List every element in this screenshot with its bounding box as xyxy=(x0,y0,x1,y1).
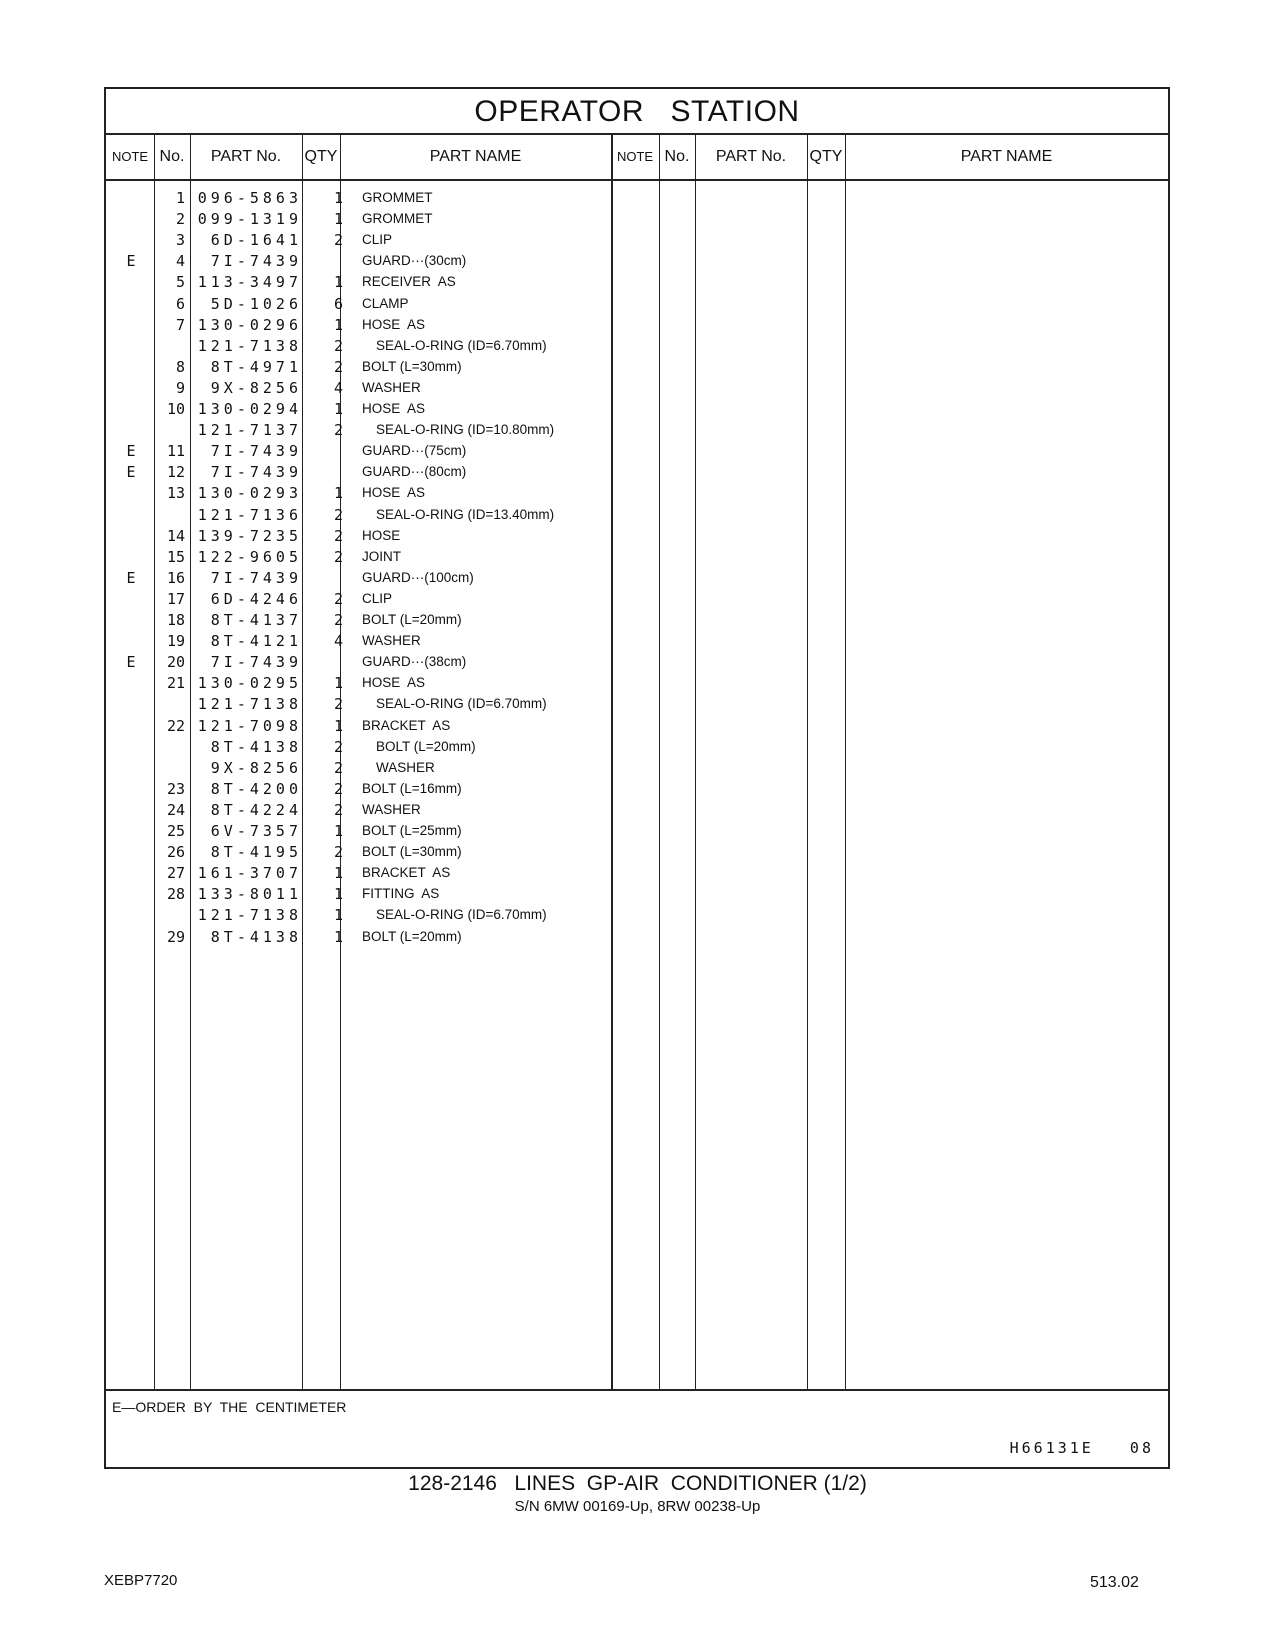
row-quantity: 2 xyxy=(333,336,343,355)
row-part-name: CLAMP xyxy=(362,295,409,311)
row-quantity: 2 xyxy=(333,526,343,545)
header-part-no-right: PART No. xyxy=(715,148,787,165)
row-part-name: BOLT (L=20mm) xyxy=(362,928,462,944)
page-number: 513.02 xyxy=(1090,1574,1139,1591)
row-item-number: 11 xyxy=(166,442,185,461)
row-quantity: 2 xyxy=(333,611,343,629)
row-quantity: 2 xyxy=(333,737,343,756)
table-row xyxy=(106,208,636,230)
row-item-number: 12 xyxy=(166,463,185,482)
row-item-number: 21 xyxy=(166,674,185,693)
header-no-left: No. xyxy=(159,148,185,165)
table-row xyxy=(106,229,636,251)
row-part-name: GROMMET xyxy=(362,211,433,227)
row-part-name: SEAL-O-RING (ID=6.70mm) xyxy=(376,907,547,923)
table-row xyxy=(106,440,636,462)
table-row xyxy=(106,778,636,800)
row-part-number: 121-7138 xyxy=(197,336,302,355)
row-part-name: BOLT (L=30mm) xyxy=(362,844,462,860)
row-part-number: 8T-4138 xyxy=(210,737,302,756)
row-item-number xyxy=(156,504,185,526)
row-part-number: 8T-4121 xyxy=(210,632,302,651)
table-row xyxy=(106,588,636,610)
row-part-number: 9X-8256 xyxy=(210,378,302,397)
row-part-number: 7I-7439 xyxy=(210,653,302,672)
row-item-number: 17 xyxy=(166,589,185,608)
row-note xyxy=(106,736,156,758)
row-item-number: 16 xyxy=(166,568,185,587)
row-item-number: 8 xyxy=(175,357,185,376)
row-item-number: 28 xyxy=(166,885,185,904)
row-part-number: 130-0295 xyxy=(197,674,302,693)
row-quantity: 1 xyxy=(333,210,343,229)
row-part-name: WASHER xyxy=(362,801,421,817)
row-item-number: 19 xyxy=(166,632,185,651)
row-item-number xyxy=(156,419,185,441)
table-row xyxy=(106,799,636,821)
row-note xyxy=(106,778,156,800)
footnote: E—ORDER BY THE CENTIMETER xyxy=(112,1399,347,1415)
row-quantity: 1 xyxy=(333,885,343,904)
table-header xyxy=(106,135,1168,181)
row-note: E xyxy=(126,442,136,461)
row-quantity: 2 xyxy=(333,779,343,798)
header-part-name-left: PART NAME xyxy=(429,148,522,165)
row-part-name: GROMMET xyxy=(362,190,433,205)
row-note xyxy=(106,672,156,694)
row-part-number: 6D-1641 xyxy=(210,231,302,250)
row-part-number: 121-7138 xyxy=(197,906,302,925)
row-item-number xyxy=(156,757,185,779)
row-quantity: 2 xyxy=(333,231,343,250)
row-part-name: BOLT (L=30mm) xyxy=(362,358,462,374)
row-note xyxy=(106,926,156,948)
row-note xyxy=(106,630,156,652)
row-part-number: 8T-4971 xyxy=(210,357,302,376)
row-part-name: WASHER xyxy=(362,379,421,395)
row-note xyxy=(106,904,156,926)
parts-list-frame xyxy=(104,87,1170,1469)
row-part-number: 122-9605 xyxy=(197,547,302,566)
row-note xyxy=(106,504,156,526)
row-item-number: 27 xyxy=(166,864,185,883)
row-item-number: 13 xyxy=(166,484,185,503)
table-row xyxy=(106,398,636,420)
row-quantity: 1 xyxy=(333,273,343,292)
row-item-number: 22 xyxy=(166,716,185,735)
table-row xyxy=(106,693,636,715)
row-note xyxy=(106,841,156,863)
row-part-name: CLIP xyxy=(362,232,393,248)
row-note xyxy=(106,377,156,399)
row-note xyxy=(106,693,156,715)
row-quantity: 4 xyxy=(333,632,343,651)
row-part-number: 8T-4195 xyxy=(210,843,302,862)
row-part-name: JOINT xyxy=(362,548,401,564)
row-quantity: 2 xyxy=(333,421,343,440)
row-quantity: 6 xyxy=(333,294,343,313)
footer-divider xyxy=(106,1389,1168,1391)
row-note xyxy=(106,187,156,209)
row-part-name: BRACKET AS xyxy=(362,865,451,881)
row-note: E xyxy=(126,568,136,587)
table-row xyxy=(106,419,636,441)
row-note: E xyxy=(126,653,136,672)
header-qty-left: QTY xyxy=(304,148,338,165)
row-part-name: BOLT (L=25mm) xyxy=(362,823,462,838)
table-row xyxy=(106,841,636,863)
table-row xyxy=(106,482,636,504)
row-note xyxy=(106,356,156,378)
row-item-number: 29 xyxy=(166,927,185,946)
header-part-no-left: PART No. xyxy=(210,148,282,165)
row-part-name: HOSE AS xyxy=(362,316,426,332)
row-part-number: 161-3707 xyxy=(197,864,302,883)
row-note xyxy=(106,314,156,336)
row-note xyxy=(106,609,156,631)
row-quantity xyxy=(312,440,343,462)
row-item-number xyxy=(156,736,185,758)
row-part-number: 6D-4246 xyxy=(210,589,302,608)
row-item-number: 20 xyxy=(166,653,185,672)
table-row xyxy=(106,187,636,209)
row-part-name: GUARD···(75cm) xyxy=(362,443,467,459)
document-title: 128-2146 LINES GP-AIR CONDITIONER (1/2) xyxy=(408,1472,867,1495)
row-item-number: 26 xyxy=(166,843,185,862)
row-note xyxy=(106,229,156,251)
row-part-name: BOLT (L=20mm) xyxy=(362,612,462,627)
row-part-name: WASHER xyxy=(362,633,421,649)
row-part-name: BOLT (L=16mm) xyxy=(362,780,462,796)
row-part-number: 121-7137 xyxy=(197,421,302,440)
row-item-number: 18 xyxy=(166,611,185,629)
row-quantity: 1 xyxy=(333,822,343,840)
table-row xyxy=(106,820,636,842)
header-no-right: No. xyxy=(664,148,690,165)
table-row xyxy=(106,883,636,905)
row-item-number xyxy=(156,904,185,926)
table-row xyxy=(106,715,636,737)
row-part-number: 8T-4200 xyxy=(210,779,302,798)
row-item-number: 5 xyxy=(175,273,185,292)
row-part-name: SEAL-O-RING (ID=6.70mm) xyxy=(376,696,547,712)
header-qty-right: QTY xyxy=(809,148,843,165)
row-note xyxy=(106,398,156,420)
row-part-number: 121-7138 xyxy=(197,695,302,714)
row-item-number: 4 xyxy=(175,252,185,271)
row-note xyxy=(106,482,156,504)
row-item-number: 7 xyxy=(175,315,185,334)
row-quantity: 2 xyxy=(333,695,343,714)
row-part-name: SEAL-O-RING (ID=10.80mm) xyxy=(376,422,555,438)
row-quantity xyxy=(312,651,343,673)
drawing-code: H66131E 08 xyxy=(1009,1439,1154,1457)
row-part-name: HOSE AS xyxy=(362,675,426,691)
table-row xyxy=(106,525,636,547)
table-row xyxy=(106,335,636,357)
row-part-name: BOLT (L=20mm) xyxy=(376,738,476,754)
header-part-name-right: PART NAME xyxy=(960,148,1053,165)
row-note xyxy=(106,419,156,441)
row-quantity: 1 xyxy=(333,906,343,925)
row-part-name: WASHER xyxy=(376,759,435,775)
row-note xyxy=(106,588,156,610)
row-note xyxy=(106,862,156,884)
column-divider xyxy=(659,135,660,1389)
row-note xyxy=(106,883,156,905)
row-note xyxy=(106,335,156,357)
row-part-name: SEAL-O-RING (ID=6.70mm) xyxy=(376,337,547,353)
row-part-number: 139-7235 xyxy=(197,526,302,545)
row-part-number: 8T-4224 xyxy=(210,800,302,819)
row-note xyxy=(106,293,156,315)
table-row xyxy=(106,672,636,694)
row-note xyxy=(106,525,156,547)
row-quantity: 1 xyxy=(333,484,343,503)
row-part-name: GUARD···(30cm) xyxy=(362,253,467,269)
row-note xyxy=(106,271,156,293)
row-item-number: 14 xyxy=(166,526,185,545)
row-quantity: 2 xyxy=(333,547,343,566)
row-item-number: 1 xyxy=(175,189,185,207)
table-row xyxy=(106,926,636,948)
row-note xyxy=(106,757,156,779)
table-row xyxy=(106,630,636,652)
row-part-name: HOSE AS xyxy=(362,401,426,416)
table-row xyxy=(106,567,636,589)
table-row xyxy=(106,293,636,315)
row-item-number: 23 xyxy=(166,779,185,798)
row-quantity: 4 xyxy=(333,378,343,397)
row-quantity xyxy=(312,567,343,589)
page-title: OPERATOR STATION xyxy=(106,89,1168,135)
column-divider xyxy=(695,135,696,1389)
row-quantity: 1 xyxy=(333,315,343,334)
header-note-left: NOTE xyxy=(111,149,149,164)
row-quantity: 1 xyxy=(333,927,343,946)
table-row xyxy=(106,862,636,884)
row-note: E xyxy=(126,252,136,271)
table-row xyxy=(106,904,636,926)
table-row xyxy=(106,736,636,758)
row-part-number: 121-7098 xyxy=(197,716,302,735)
row-quantity: 2 xyxy=(333,357,343,376)
row-part-name: BRACKET AS xyxy=(362,717,451,733)
row-item-number xyxy=(156,693,185,715)
row-part-name: HOSE xyxy=(362,527,401,543)
row-part-number: 7I-7439 xyxy=(210,463,302,482)
row-quantity: 2 xyxy=(333,800,343,819)
row-part-number: 121-7136 xyxy=(197,505,302,524)
row-quantity xyxy=(312,250,343,272)
header-note-right: NOTE xyxy=(616,149,654,164)
row-note xyxy=(106,715,156,737)
table-row xyxy=(106,546,636,568)
row-quantity: 1 xyxy=(333,864,343,883)
row-item-number: 25 xyxy=(166,822,185,840)
table-row xyxy=(106,356,636,378)
row-note xyxy=(106,820,156,842)
row-part-number: 7I-7439 xyxy=(210,442,302,461)
row-part-name: CLIP xyxy=(362,590,393,606)
row-item-number: 24 xyxy=(166,800,185,819)
column-divider xyxy=(807,135,808,1389)
row-part-name: FITTING AS xyxy=(362,886,440,902)
row-part-number: 8T-4137 xyxy=(210,611,302,629)
row-quantity: 2 xyxy=(333,589,343,608)
row-part-name: GUARD···(80cm) xyxy=(362,464,467,480)
table-row xyxy=(106,651,636,673)
table-row xyxy=(106,461,636,483)
row-note xyxy=(106,546,156,568)
row-note xyxy=(106,208,156,230)
row-quantity: 2 xyxy=(333,505,343,524)
row-quantity: 1 xyxy=(333,716,343,735)
row-part-number: 6V-7357 xyxy=(210,822,302,840)
row-part-number: 099-1319 xyxy=(197,210,302,229)
row-quantity: 2 xyxy=(333,758,343,777)
serial-range: S/N 6MW 00169-Up, 8RW 00238-Up xyxy=(514,1498,761,1515)
row-quantity: 1 xyxy=(333,189,343,207)
row-part-name: GUARD···(100cm) xyxy=(362,569,474,585)
row-part-number: 7I-7439 xyxy=(210,252,302,271)
row-item-number: 15 xyxy=(166,547,185,566)
row-quantity: 1 xyxy=(333,674,343,693)
row-part-number: 130-0296 xyxy=(197,315,302,334)
row-quantity xyxy=(312,461,343,483)
row-part-number: 9X-8256 xyxy=(210,758,302,777)
row-item-number: 3 xyxy=(175,231,185,250)
row-part-name: HOSE AS xyxy=(362,485,426,501)
table-row xyxy=(106,377,636,399)
row-note xyxy=(106,799,156,821)
table-row xyxy=(106,250,636,272)
row-item-number: 2 xyxy=(175,210,185,229)
row-quantity: 2 xyxy=(333,843,343,862)
row-part-number: 130-0293 xyxy=(197,484,302,503)
publication-number: XEBP7720 xyxy=(104,1572,178,1589)
column-divider xyxy=(845,135,846,1389)
table-row xyxy=(106,504,636,526)
row-part-number: 7I-7439 xyxy=(210,568,302,587)
row-part-name: RECEIVER AS xyxy=(362,274,456,290)
table-row xyxy=(106,757,636,779)
row-part-number: 130-0294 xyxy=(197,400,302,418)
row-part-name: SEAL-O-RING (ID=13.40mm) xyxy=(376,506,555,522)
row-part-number: 133-8011 xyxy=(197,885,302,904)
row-part-number: 096-5863 xyxy=(197,189,302,207)
row-item-number: 6 xyxy=(175,294,185,313)
row-part-number: 8T-4138 xyxy=(210,927,302,946)
row-item-number: 10 xyxy=(166,400,185,418)
row-part-number: 113-3497 xyxy=(197,273,302,292)
table-row xyxy=(106,271,636,293)
row-note: E xyxy=(126,463,136,482)
table-row xyxy=(106,314,636,336)
row-item-number xyxy=(156,335,185,357)
row-item-number: 9 xyxy=(175,378,185,397)
row-part-name: GUARD···(38cm) xyxy=(362,654,467,670)
row-quantity: 1 xyxy=(333,400,343,418)
table-row xyxy=(106,609,636,631)
row-part-number: 5D-1026 xyxy=(210,294,302,313)
